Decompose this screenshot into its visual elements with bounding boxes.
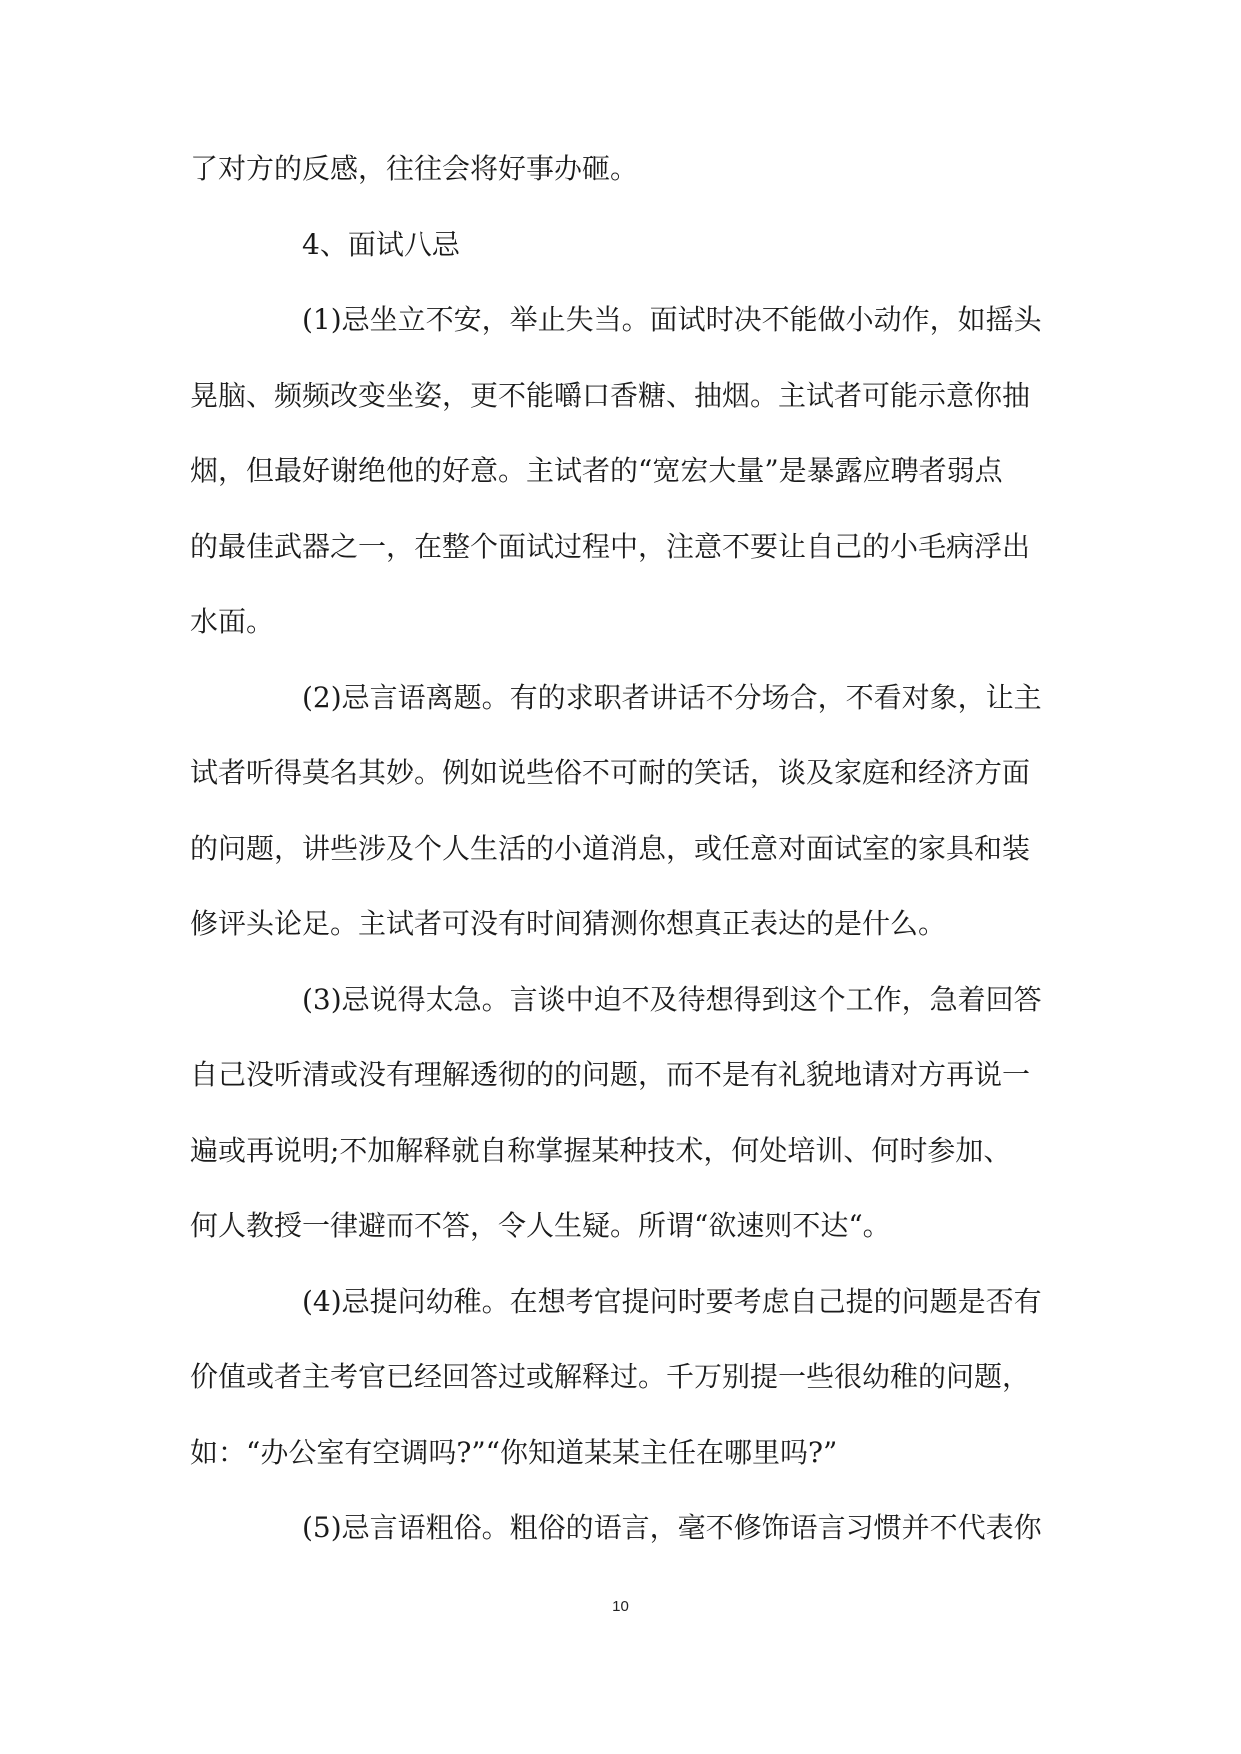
body-text [190,138,1060,1573]
paragraph-first-line: 4、面试八忌 [302,227,460,261]
text-line: 的最佳武器之一，在整个面试过程中，注意不要让自己的小毛病浮出 [190,529,1031,563]
text-line: 晃脑、频频改变坐姿，更不能嚼口香糖、抽烟。主试者可能示意你抽 [190,378,1031,412]
text-line: 自己没听清或没有理解透彻的的问题，而不是有礼貌地请对方再说一 [190,1058,1031,1091]
text-line: 遍或再说明;不加解释就自称掌握某种技术，何处培训、何时参加、 [190,1133,1012,1167]
paragraph-first-line: (1)忌坐立不安，举止失当。面试时决不能做小动作，如摇头 [302,303,1042,336]
text-line: 价值或者主考官已经回答过或解释过。千万别提一些很幼稚的问题， [190,1360,1031,1393]
paragraph-first-line: (5)忌言语粗俗。粗俗的语言，毫不修饰语言习惯并不代表你 [302,1511,1042,1544]
text-line: 的问题，讲些涉及个人生活的小道消息，或任意对面试室的家具和装 [190,831,1031,865]
text-line: 烟，但最好谢绝他的好意。主试者的“宽宏大量”是暴露应聘者弱点 [190,454,1003,487]
page-number: 10 [612,1598,629,1615]
text-line: 试者听得莫名其妙。例如说些俗不可耐的笑话，谈及家庭和经济方面 [190,756,1031,789]
paragraph-first-line: (2)忌言语离题。有的求职者讲话不分场合，不看对象，让主 [302,680,1042,714]
text-line: 修评头论足。主试者可没有时间猜测你想真正表达的是什么。 [190,907,947,940]
paragraph-first-line: (4)忌提问幼稚。在想考官提问时要考虑自己提的问题是否有 [302,1284,1042,1318]
text-line: 如：“办公室有空调吗?”“你知道某某主任在哪里吗?” [190,1435,838,1469]
paragraph-first-line: (3)忌说得太急。言谈中迫不及待想得到这个工作，急着回答 [302,982,1042,1016]
text-line: 了对方的反感，往往会将好事办砸。 [190,152,639,185]
text-line: 何人教授一律避而不答，令人生疑。所谓“欲速则不达“。 [190,1209,891,1242]
text-line: 水面。 [190,605,275,638]
